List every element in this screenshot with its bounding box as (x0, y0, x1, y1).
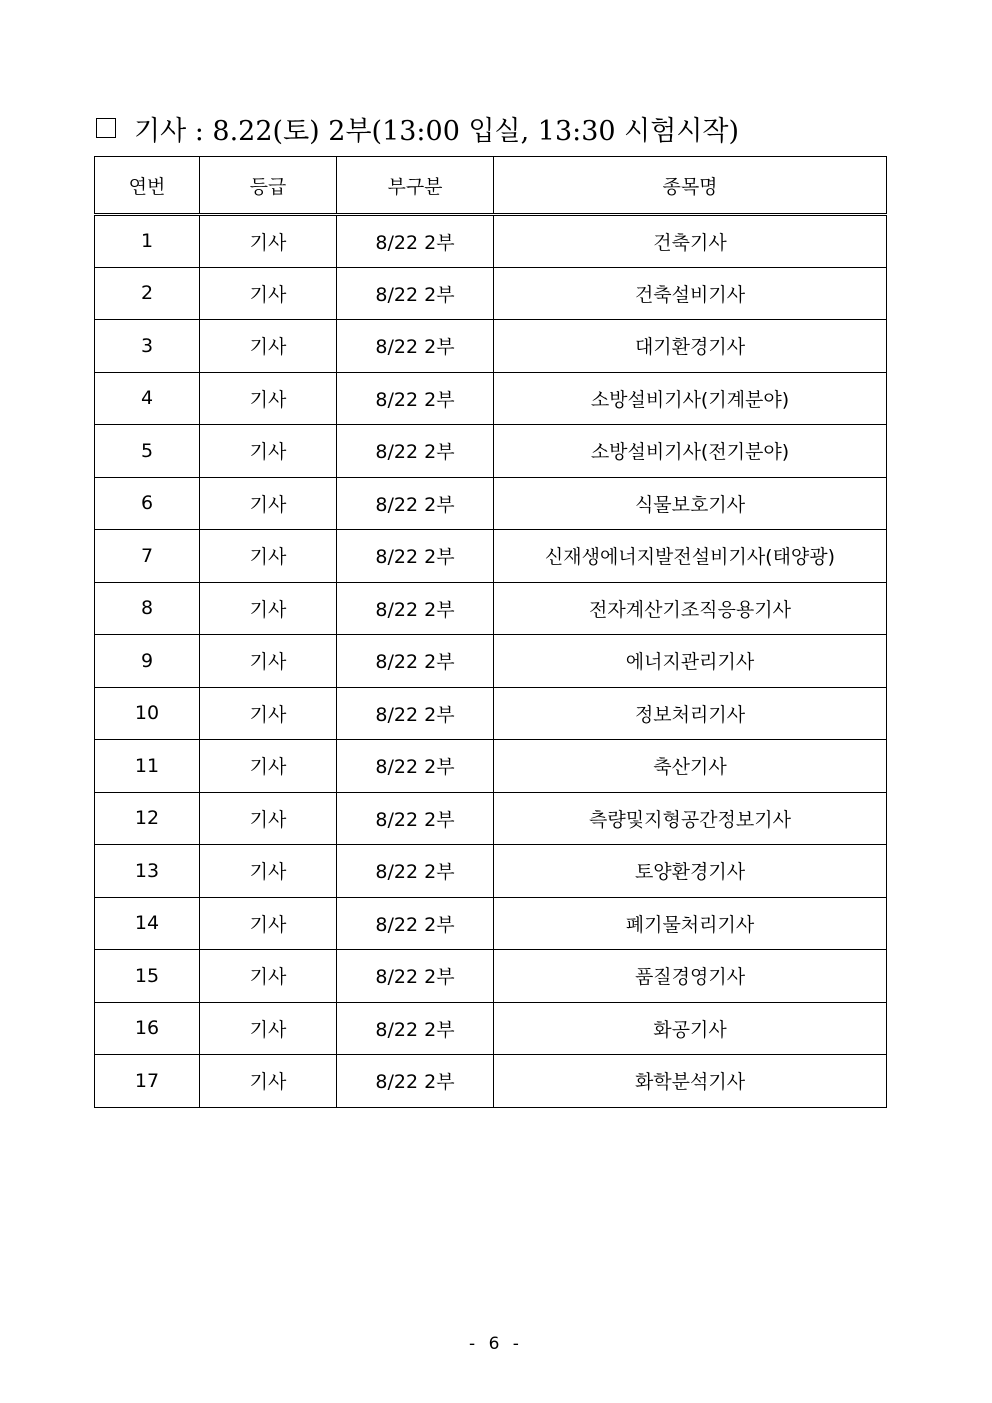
cell-serial-number: 3 (95, 320, 200, 373)
cell-serial-number: 1 (95, 215, 200, 268)
cell-serial-number: 11 (95, 740, 200, 793)
table-row (95, 320, 887, 373)
cell-session: 8/22 2부 (337, 425, 494, 478)
cell-grade: 기사 (200, 1055, 337, 1108)
empty-square-icon (96, 118, 116, 138)
cell-session: 8/22 2부 (337, 1055, 494, 1108)
cell-subject-name: 전자계산기조직응용기사 (494, 582, 887, 635)
cell-session: 8/22 2부 (337, 845, 494, 898)
cell-session: 8/22 2부 (337, 582, 494, 635)
cell-serial-number: 4 (95, 372, 200, 425)
cell-serial-number: 10 (95, 687, 200, 740)
cell-grade: 기사 (200, 215, 337, 268)
cell-serial-number: 2 (95, 267, 200, 320)
cell-session: 8/22 2부 (337, 635, 494, 688)
cell-subject-name: 건축기사 (494, 215, 887, 268)
cell-serial-number: 7 (95, 530, 200, 583)
cell-subject-name: 화공기사 (494, 1002, 887, 1055)
cell-session: 8/22 2부 (337, 687, 494, 740)
header-grade: 등급 (200, 157, 337, 215)
cell-subject-name: 폐기물처리기사 (494, 897, 887, 950)
table-row (95, 425, 887, 478)
cell-subject-name: 소방설비기사(기계분야) (494, 372, 887, 425)
cell-serial-number: 6 (95, 477, 200, 530)
cell-grade: 기사 (200, 845, 337, 898)
header-session: 부구분 (337, 157, 494, 215)
section-heading (96, 108, 739, 148)
cell-grade: 기사 (200, 267, 337, 320)
table-row (95, 582, 887, 635)
table-row (95, 1002, 887, 1055)
cell-session: 8/22 2부 (337, 320, 494, 373)
cell-session: 8/22 2부 (337, 267, 494, 320)
cell-grade: 기사 (200, 950, 337, 1003)
cell-grade: 기사 (200, 687, 337, 740)
cell-session: 8/22 2부 (337, 792, 494, 845)
table-row (95, 372, 887, 425)
cell-subject-name: 정보처리기사 (494, 687, 887, 740)
cell-session: 8/22 2부 (337, 740, 494, 793)
cell-subject-name: 축산기사 (494, 740, 887, 793)
table-row (95, 215, 887, 268)
cell-serial-number: 15 (95, 950, 200, 1003)
cell-serial-number: 12 (95, 792, 200, 845)
section-heading-text: 기사 : 8.22(토) 2부(13:00 입실, 13:30 시험시작) (134, 115, 740, 147)
exam-schedule-table (94, 156, 887, 1108)
cell-subject-name: 품질경영기사 (494, 950, 887, 1003)
cell-grade: 기사 (200, 635, 337, 688)
cell-subject-name: 화학분석기사 (494, 1055, 887, 1108)
table-row (95, 740, 887, 793)
cell-subject-name: 식물보호기사 (494, 477, 887, 530)
cell-subject-name: 소방설비기사(전기분야) (494, 425, 887, 478)
cell-grade: 기사 (200, 320, 337, 373)
header-subject-name: 종목명 (494, 157, 887, 215)
table-row (95, 897, 887, 950)
cell-grade: 기사 (200, 1002, 337, 1055)
table-row (95, 267, 887, 320)
cell-grade: 기사 (200, 477, 337, 530)
cell-subject-name: 대기환경기사 (494, 320, 887, 373)
cell-serial-number: 13 (95, 845, 200, 898)
cell-grade: 기사 (200, 740, 337, 793)
cell-session: 8/22 2부 (337, 950, 494, 1003)
cell-session: 8/22 2부 (337, 530, 494, 583)
cell-session: 8/22 2부 (337, 372, 494, 425)
cell-session: 8/22 2부 (337, 215, 494, 268)
cell-grade: 기사 (200, 792, 337, 845)
table-row (95, 530, 887, 583)
cell-subject-name: 신재생에너지발전설비기사(태양광) (494, 530, 887, 583)
table-row (95, 477, 887, 530)
cell-grade: 기사 (200, 530, 337, 583)
header-serial-number: 연번 (95, 157, 200, 215)
cell-serial-number: 9 (95, 635, 200, 688)
cell-serial-number: 8 (95, 582, 200, 635)
cell-subject-name: 건축설비기사 (494, 267, 887, 320)
cell-serial-number: 16 (95, 1002, 200, 1055)
page-number: - 6 - (469, 1334, 523, 1354)
cell-session: 8/22 2부 (337, 897, 494, 950)
cell-grade: 기사 (200, 582, 337, 635)
table-header-row (95, 157, 887, 215)
cell-serial-number: 5 (95, 425, 200, 478)
cell-grade: 기사 (200, 897, 337, 950)
cell-grade: 기사 (200, 425, 337, 478)
table-row (95, 635, 887, 688)
table-row (95, 1055, 887, 1108)
cell-serial-number: 14 (95, 897, 200, 950)
cell-subject-name: 에너지관리기사 (494, 635, 887, 688)
table-row (95, 845, 887, 898)
cell-subject-name: 측량및지형공간정보기사 (494, 792, 887, 845)
cell-grade: 기사 (200, 372, 337, 425)
cell-session: 8/22 2부 (337, 477, 494, 530)
cell-session: 8/22 2부 (337, 1002, 494, 1055)
table-row (95, 950, 887, 1003)
table-row (95, 687, 887, 740)
cell-subject-name: 토양환경기사 (494, 845, 887, 898)
table-row (95, 792, 887, 845)
cell-serial-number: 17 (95, 1055, 200, 1108)
